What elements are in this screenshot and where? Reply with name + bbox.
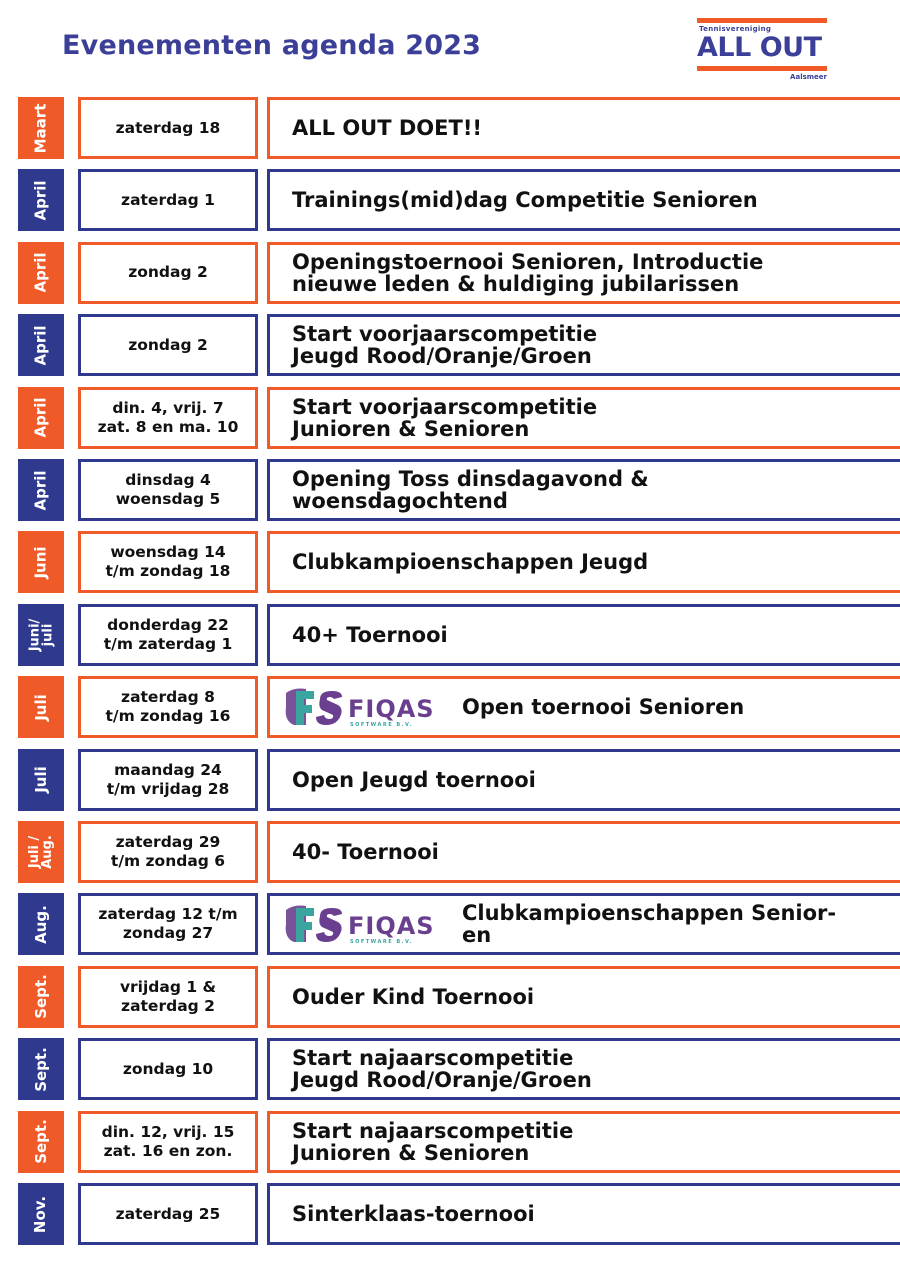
month-text: Juli / Aug.	[27, 835, 55, 869]
month-text: April	[31, 397, 50, 438]
event-date: zaterdag 8 t/m zondag 16	[78, 676, 258, 738]
month-label	[18, 821, 64, 883]
event-date: zaterdag 25	[78, 1183, 258, 1245]
event-row	[18, 169, 884, 231]
event-row	[18, 893, 884, 955]
month-text: Juni	[31, 546, 50, 579]
month-text: Sept.	[31, 1046, 50, 1092]
event-title-box	[267, 459, 900, 521]
month-label	[18, 1111, 64, 1173]
event-row	[18, 604, 884, 666]
event-title: Start najaarscompetitie Junioren & Senioren	[292, 1118, 574, 1165]
sponsor-logo	[280, 685, 450, 729]
month-label	[18, 749, 64, 811]
event-title: Clubkampioenschappen Jeugd	[292, 550, 649, 575]
event-title-box	[267, 676, 900, 738]
club-logo	[697, 18, 829, 81]
event-row	[18, 676, 884, 738]
event-title-box	[267, 242, 900, 304]
month-label	[18, 966, 64, 1028]
event-row	[18, 1038, 884, 1100]
event-title-box	[267, 387, 900, 449]
month-label	[18, 242, 64, 304]
logo-bottom-text: Aalsmeer	[790, 73, 827, 81]
svg-text:FIQAS: FIQAS	[348, 912, 435, 941]
event-title: Open Jeugd toernooi	[292, 767, 536, 792]
month-label	[18, 676, 64, 738]
event-date: din. 4, vrij. 7 zat. 8 en ma. 10	[78, 387, 258, 449]
month-label	[18, 459, 64, 521]
event-title-box	[267, 604, 900, 666]
event-title-box	[267, 97, 900, 159]
event-date: zaterdag 29 t/m zondag 6	[78, 821, 258, 883]
event-title-box	[267, 1038, 900, 1100]
event-row	[18, 531, 884, 593]
event-row	[18, 749, 884, 811]
event-title: ALL OUT DOET!!	[292, 116, 482, 140]
event-title: Ouder Kind Toernooi	[292, 984, 535, 1009]
event-title: 40- Toernooi	[292, 840, 439, 864]
event-title: Sinterklaas-toernooi	[292, 1202, 535, 1226]
event-title: Openingstoernooi Senioren, Introductie nieuwe leden & huldiging jubilarissen	[292, 249, 764, 296]
event-date: donderdag 22 t/m zaterdag 1	[78, 604, 258, 666]
month-label	[18, 1183, 64, 1245]
month-text: April	[31, 325, 50, 366]
event-date: dinsdag 4 woensdag 5	[78, 459, 258, 521]
event-title-box	[267, 893, 900, 955]
month-label	[18, 387, 64, 449]
event-date: vrijdag 1 & zaterdag 2	[78, 966, 258, 1028]
event-title-box	[267, 821, 900, 883]
event-title: Start voorjaarscompetitie Junioren & Senioren	[292, 394, 598, 441]
event-date: zondag 2	[78, 314, 258, 376]
month-label	[18, 531, 64, 593]
month-text: April	[31, 180, 50, 221]
event-row	[18, 459, 884, 521]
event-date: zondag 2	[78, 242, 258, 304]
month-text: Sept.	[31, 974, 50, 1020]
event-title: Open toernooi Senioren	[462, 695, 745, 720]
event-title: Opening Toss dinsdagavond & woensdagochtend	[292, 467, 649, 513]
svg-text:SOFTWARE B.V.: SOFTWARE B.V.	[350, 939, 414, 946]
svg-text:FIQAS: FIQAS	[348, 695, 435, 724]
event-title: Clubkampioenschappen Senior- en	[462, 901, 837, 948]
event-row	[18, 1183, 884, 1245]
month-text: Juli	[31, 693, 50, 721]
event-row	[18, 314, 884, 376]
event-row	[18, 1111, 884, 1173]
event-date: din. 12, vrij. 15 zat. 16 en zon.	[78, 1111, 258, 1173]
page-title: Evenementen agenda 2023	[62, 30, 482, 61]
event-title: 40+ Toernooi	[292, 622, 448, 647]
month-text: Nov.	[31, 1195, 50, 1233]
month-label	[18, 604, 64, 666]
event-date: zondag 10	[78, 1038, 258, 1100]
month-text: Juli	[31, 766, 50, 793]
event-row	[18, 821, 884, 883]
svg-text:SOFTWARE B.V.: SOFTWARE B.V.	[350, 722, 414, 729]
fiqas-logo-icon	[280, 685, 450, 729]
event-title-box	[267, 1183, 900, 1245]
event-row	[18, 966, 884, 1028]
sponsor-logo	[280, 902, 450, 946]
logo-bar-top	[697, 18, 827, 23]
logo-bar-bottom	[697, 66, 827, 71]
event-title-box	[267, 314, 900, 376]
event-date: zaterdag 1	[78, 169, 258, 231]
event-date: maandag 24 t/m vrijdag 28	[78, 749, 258, 811]
event-title-box	[267, 749, 900, 811]
event-title-box	[267, 169, 900, 231]
event-title-box	[267, 531, 900, 593]
event-date: zaterdag 12 t/m zondag 27	[78, 893, 258, 955]
month-label	[18, 314, 64, 376]
fiqas-logo-icon	[280, 902, 450, 946]
logo-top-text: Tennisvereniging	[699, 25, 772, 33]
month-label	[18, 169, 64, 231]
month-text: April	[31, 469, 50, 511]
event-title-box	[267, 966, 900, 1028]
month-text: Maart	[31, 103, 50, 153]
month-label	[18, 893, 64, 955]
event-title-box	[267, 1111, 900, 1173]
event-row	[18, 387, 884, 449]
month-label	[18, 97, 64, 159]
month-text: April	[31, 252, 50, 293]
event-title: Trainings(mid)dag Competitie Senioren	[292, 188, 758, 213]
event-row	[18, 242, 884, 304]
month-text: Aug.	[31, 905, 50, 944]
month-text: Sept.	[31, 1119, 50, 1164]
month-label	[18, 1038, 64, 1100]
event-row	[18, 97, 884, 159]
event-title: Start voorjaarscompetitie Jeugd Rood/Oranje/Groen	[292, 322, 598, 369]
month-text: Juni/ juli	[27, 618, 55, 652]
event-title: Start najaarscompetitie Jeugd Rood/Oranje/Groen	[292, 1046, 592, 1093]
event-date: zaterdag 18	[78, 97, 258, 159]
logo-main-text: ALL OUT	[697, 32, 822, 63]
event-date: woensdag 14 t/m zondag 18	[78, 531, 258, 593]
